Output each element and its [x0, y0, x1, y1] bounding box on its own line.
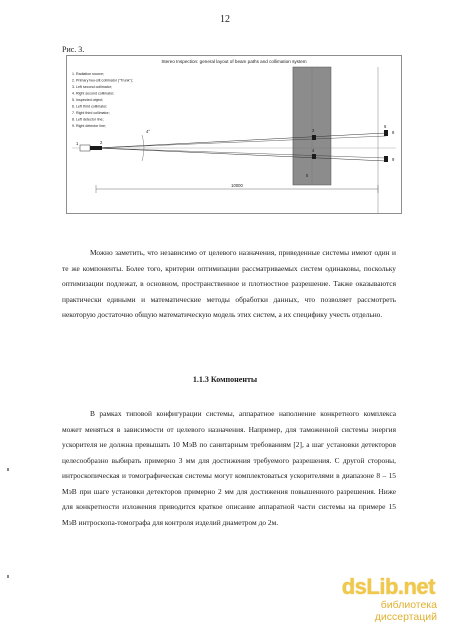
radiation-source: [80, 145, 90, 151]
legend-item: 1. Radiation source;: [72, 72, 104, 76]
label-2: 2: [100, 140, 103, 145]
left-second-collimator: [312, 135, 316, 140]
right-second-collimator: [312, 154, 316, 159]
label-7: 7: [384, 155, 387, 160]
figure-svg: [66, 55, 402, 214]
label-9: 9: [392, 157, 395, 162]
paragraph-2: [62, 406, 396, 530]
left-third-collimator: [384, 130, 388, 136]
page-number: 12: [220, 14, 230, 25]
paragraph-1-text: Можно заметить, что независимо от целевого назначения, приведенные системы имеют один и те же компоненты. Более того, критерии оптимизации рассматриваемых систем одинаковы, поскольку оптимизации подлежат, в основном, пространственное и плотностное разрешение. Также оказываются практически едиными и математические методы обработки данных, что позволяет рассмотреть некоторую достаточно общую математическую модель этих систем, а их специфику учесть отдельно.: [62, 248, 396, 319]
margin-mark: [7, 468, 9, 471]
margin-mark: [7, 575, 9, 578]
paragraph-2-text: В рамках типовой конфигурации системы, аппаратное наполнение конкретного комплекса может меняться в зависимости от целевого назначения. Например, для таможенной системы энергия ускорителя не должна превышать 10 МэВ по санитарным требованиям [2], а шаг установки детекторов целесообразно выбирать примерно 3 мм для достижения требуемого разрешения. С другой стороны, интроскопическая и томографическая системы могут комплектоваться ускорителями в диапазоне 8 – 15 МэВ при шаге установки детекторов примерно 2 мм для достижения повышенного разрешения. Ниже для конкретности изложения приводится краткое описание аппаратной части системы на примере 15 МэВ интроскопа-томографа для контроля изделий диаметром до 2м.: [62, 409, 396, 527]
section-heading: 1.1.3 Компоненты: [192, 375, 258, 384]
label-4: 4: [312, 148, 315, 153]
legend-item: 2. Primary two-slit collimator ("Trunk");: [72, 78, 133, 83]
label-8: 8: [392, 130, 395, 135]
legend-item: 3. Left second collimator;: [72, 85, 112, 89]
legend-item: 9. Right detector line;: [72, 124, 106, 128]
label-1: 1: [76, 141, 79, 146]
dimension-label: 10000: [231, 183, 243, 188]
watermark-subtitle: библиотека диссертаций: [374, 599, 437, 623]
label-6: 6: [384, 124, 387, 129]
figure-caption: Рис. 3.: [62, 45, 85, 54]
legend-item: 5. Inspected object;: [72, 98, 104, 102]
legend-item: 7. Right third collimator;: [72, 111, 110, 115]
figure-title: Stereo Inspection: general layout of beam paths and collimation system: [161, 59, 307, 64]
watermark-logo: dsLib.net: [341, 574, 435, 599]
legend-item: 8. Left detector line;: [72, 117, 104, 122]
primary-collimator: [90, 146, 102, 150]
figure-beam-layout: [66, 55, 402, 214]
watermark: [325, 575, 445, 623]
label-5: 5: [306, 173, 309, 178]
label-3: 3: [312, 128, 315, 133]
legend-item: 4. Right second collimator;: [72, 91, 115, 96]
legend-item: 6. Left third collimator;: [72, 104, 108, 109]
paragraph-1: [62, 245, 396, 323]
angle-label: 4°: [146, 129, 151, 134]
